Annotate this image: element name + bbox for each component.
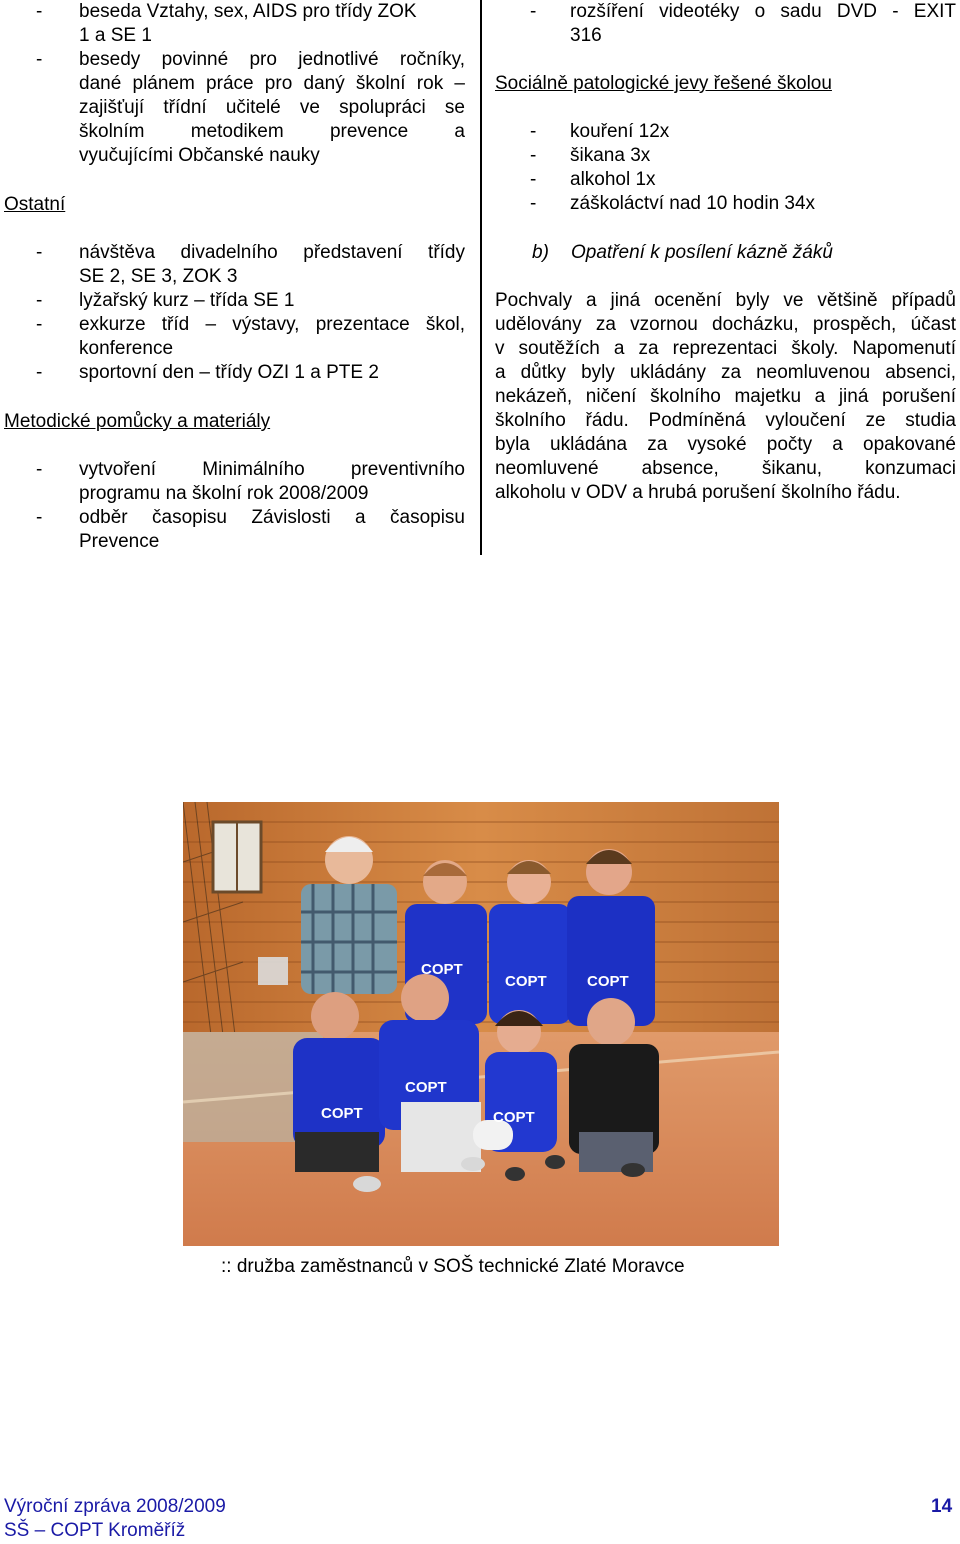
list-item-line: dané plánem práce pro daný školní rok – <box>79 73 465 94</box>
dash: - <box>36 1 43 22</box>
dash: - <box>36 459 43 480</box>
dash: - <box>530 121 537 142</box>
dash: - <box>36 507 43 528</box>
metodicke-heading: Metodické pomůcky a materiály <box>4 411 271 432</box>
paragraph-line: Pochvaly a jiná ocenění byly ve většině případů <box>495 290 956 311</box>
paragraph-line: neomluvené absence, šikanu, konzumaci <box>495 458 956 479</box>
footer-title: Výroční zpráva 2008/2009 <box>4 1496 226 1517</box>
dash: - <box>530 169 537 190</box>
dash: - <box>36 49 43 70</box>
paragraph-line: udělovány za vzornou docházku, prospěch, účast <box>495 314 956 335</box>
photo-caption: :: družba zaměstnanců v SOŠ technické Zlaté Moravce <box>221 1256 685 1277</box>
list-item: alkohol 1x <box>570 169 656 190</box>
paragraph-line: nekázeň, ničení školního majetku a jiná porušení <box>495 386 956 407</box>
list-item-line: besedy povinné pro jednotlivé ročníky, <box>79 49 465 70</box>
list-item-line: odběr časopisu Závislosti a časopisu <box>79 507 465 528</box>
dash: - <box>36 362 43 383</box>
jersey-text: COPT <box>421 961 463 978</box>
column-divider <box>480 0 482 555</box>
list-item: kouření 12x <box>570 121 670 142</box>
paragraph-line: v soutěžích a za reprezentaci školy. Napomenutí <box>495 338 956 359</box>
footer-school: SŠ – COPT Kroměříž <box>4 1520 186 1541</box>
dash: - <box>530 1 537 22</box>
dash: - <box>36 290 43 311</box>
list-item-line: 316 <box>570 25 602 46</box>
list-item-line: vyučujícími Občanské nauky <box>79 145 320 166</box>
jersey-text: COPT <box>405 1079 447 1096</box>
page-number: 14 <box>931 1496 953 1517</box>
list-item-line: sportovní den – třídy OZI 1 a PTE 2 <box>79 362 379 383</box>
jersey-text: COPT <box>493 1109 535 1126</box>
jersey-text: COPT <box>321 1105 363 1122</box>
list-item-line: konference <box>79 338 174 359</box>
list-item-line: programu na školní rok 2008/2009 <box>79 483 369 504</box>
opatreni-label: b) <box>532 242 549 263</box>
list-item-line: SE 2, SE 3, ZOK 3 <box>79 266 238 287</box>
list-item-line: Prevence <box>79 531 160 552</box>
team-photo <box>183 802 779 1246</box>
list-item-line: beseda Vztahy, sex, AIDS pro třídy ZOK <box>79 1 417 22</box>
list-item-line: 1 a SE 1 <box>79 25 152 46</box>
dash: - <box>36 314 43 335</box>
list-item: šikana 3x <box>570 145 651 166</box>
opatreni-heading: Opatření k posílení kázně žáků <box>571 242 833 263</box>
paragraph-line: školního řádu. Podmíněná vyloučení ze studia <box>495 410 956 431</box>
list-item-line: návštěva divadelního představení třídy <box>79 242 465 263</box>
list-item-line: vytvoření Minimálního preventivního <box>79 459 465 480</box>
paragraph-line: byla ukládána za vysoké počty a opakované <box>495 434 956 455</box>
list-item-line: zajišťují třídní učitelé ve spolupráci se <box>79 97 465 118</box>
list-item-line: školním metodikem prevence a <box>79 121 465 142</box>
dash: - <box>530 193 537 214</box>
team-photo-illustration <box>183 802 779 1246</box>
jevy-heading: Sociálně patologické jevy řešené školou <box>495 73 832 94</box>
list-item-line: exkurze tříd – výstavy, prezentace škol, <box>79 314 465 335</box>
dash: - <box>530 145 537 166</box>
list-item: záškoláctví nad 10 hodin 34x <box>570 193 816 214</box>
paragraph-line: a důtky byly ukládány za neomluvenou absenci, <box>495 362 956 383</box>
jersey-text: COPT <box>587 973 629 990</box>
paragraph-line: alkoholu v ODV a hrubá porušení školního řádu. <box>495 482 901 503</box>
list-item-line: rozšíření videotéky o sadu DVD - EXIT <box>570 1 956 22</box>
dash: - <box>36 242 43 263</box>
jersey-text: COPT <box>505 973 547 990</box>
list-item-line: lyžařský kurz – třída SE 1 <box>79 290 295 311</box>
ostatni-heading: Ostatní <box>4 194 66 215</box>
